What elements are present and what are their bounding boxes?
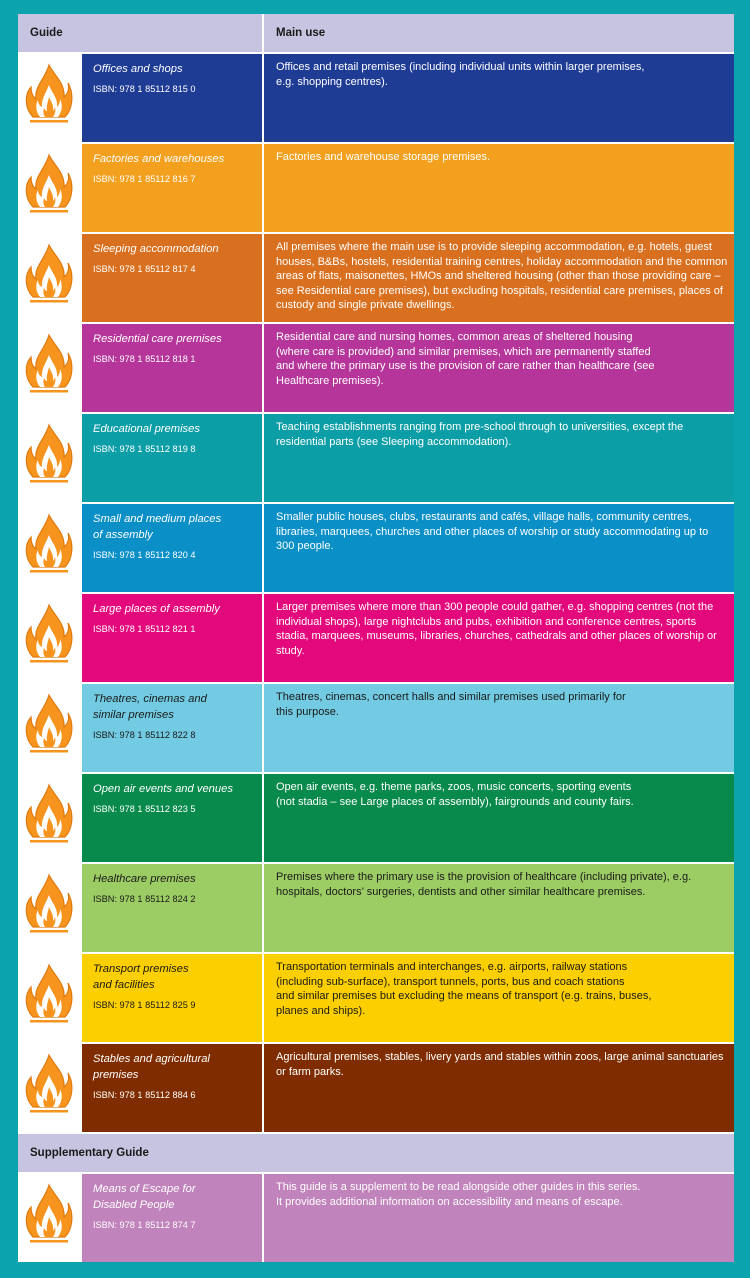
guide-row (18, 954, 734, 1042)
guide-cell (82, 774, 262, 862)
main-use-text: Open air events, e.g. theme parks, zoos, music concerts, sporting events (not stadia – see Large places of assembly), fairgrounds and county fairs. (276, 781, 634, 808)
isbn-label: ISBN: 978 1 85112 825 9 (93, 1000, 196, 1010)
guide-row (18, 234, 734, 322)
guide-row (18, 1044, 734, 1132)
guide-cell (82, 504, 262, 592)
guide-column-header (18, 14, 262, 52)
isbn-label: ISBN: 978 1 85112 817 4 (93, 264, 196, 274)
guide-cell (82, 144, 262, 232)
main-use-cell (264, 684, 734, 772)
main-use-cell (264, 54, 734, 142)
isbn-label: ISBN: 978 1 85112 824 2 (93, 894, 196, 904)
guide-title: Factories and warehouses (93, 153, 225, 165)
main-use-cell (264, 864, 734, 952)
flame-icon-box (18, 324, 80, 412)
isbn-label: ISBN: 978 1 85112 818 1 (93, 354, 196, 364)
isbn-label: ISBN: 978 1 85112 815 0 (93, 84, 196, 94)
flame-icon-box (18, 864, 80, 952)
guide-cell (82, 1044, 262, 1132)
isbn-label: ISBN: 978 1 85112 821 1 (93, 624, 196, 634)
main-use-text: Teaching establishments ranging from pre-school through to universities, except the residential parts (see Sleeping accommodation). (276, 421, 684, 448)
guide-title: Sleeping accommodation (93, 243, 219, 255)
flame-icon (25, 1053, 73, 1123)
isbn-label: ISBN: 978 1 85112 823 5 (93, 804, 196, 814)
isbn-label: ISBN: 978 1 85112 874 7 (93, 1220, 196, 1230)
main-use-cell (264, 774, 734, 862)
main-use-cell (264, 144, 734, 232)
flame-icon-box (18, 1174, 80, 1262)
flame-icon-box (18, 144, 80, 232)
main-use-text: Agricultural premises, stables, livery yards and stables within zoos, large animal sanctuaries or farm parks. (276, 1051, 724, 1078)
main-use-text: Larger premises where more than 300 people could gather, e.g. shopping centres (not the individual shops), large nightclubs and pubs, exhibition and conference centres, sports stadia, marquees, museums, libraries, churches, cathedrals and other places of worship or study. (276, 601, 717, 657)
guide-title: Large places of assembly (93, 603, 220, 615)
flame-icon (25, 693, 73, 763)
flame-icon-box (18, 1044, 80, 1132)
main-use-text: Theatres, cinemas, concert halls and similar premises used primarily for this purpose. (276, 691, 626, 718)
guide-cell (82, 324, 262, 412)
flame-icon (25, 783, 73, 853)
main-use-cell (264, 324, 734, 412)
main-use-text: Premises where the primary use is the provision of healthcare (including private), e.g. hospitals, doctors’ surgeries, dentists and other similar healthcare premises. (276, 871, 692, 898)
guide-title: Transport premises and facilities (93, 963, 189, 991)
guide-title: Open air events and venues (93, 783, 233, 795)
guide-cell (82, 1174, 262, 1262)
guide-row (18, 684, 734, 772)
main-use-cell (264, 504, 734, 592)
flame-icon-box (18, 504, 80, 592)
main-use-text: Smaller public houses, clubs, restaurants and cafés, village halls, community centres, libraries, marquees, churches and other places of worship or study accommodating up to 300 people. (276, 511, 709, 552)
guide-title: Small and medium places of assembly (93, 513, 222, 541)
flame-icon-box (18, 54, 80, 142)
flame-icon (25, 603, 73, 673)
guide-cell (82, 864, 262, 952)
guide-cell (82, 414, 262, 502)
guide-row (18, 324, 734, 412)
guide-title: Stables and agricultural premises (93, 1053, 210, 1081)
main-use-column-header (264, 14, 734, 52)
main-use-text: This guide is a supplement to be read alongside other guides in this series. It provides additional information on accessibility and means of escape. (276, 1181, 641, 1208)
guides-table (18, 14, 734, 1262)
flame-icon-box (18, 414, 80, 502)
guide-row (18, 144, 734, 232)
guide-row (18, 594, 734, 682)
flame-icon (25, 513, 73, 583)
guide-row (18, 54, 734, 142)
flame-icon (25, 243, 73, 313)
guide-title: Residential care premises (93, 333, 222, 345)
main-use-text: Factories and warehouse storage premises. (276, 151, 490, 163)
main-use-cell (264, 1044, 734, 1132)
supplementary-header-label: Supplementary Guide (30, 1147, 149, 1159)
isbn-label: ISBN: 978 1 85112 884 6 (93, 1090, 196, 1100)
guide-title: Healthcare premises (93, 873, 196, 885)
guide-header-label: Guide (30, 27, 63, 39)
flame-icon-box (18, 234, 80, 322)
guide-cell (82, 594, 262, 682)
main-use-cell (264, 954, 734, 1042)
main-use-cell (264, 1174, 734, 1262)
guide-cell (82, 954, 262, 1042)
isbn-label: ISBN: 978 1 85112 822 8 (93, 730, 196, 740)
main-use-text: All premises where the main use is to provide sleeping accommodation, e.g. hotels, guest houses, B&Bs, hostels, residential training centres, holiday accommodation and the common areas of flats, maisonettes, HMOs and sheltered housing (other than those providing care – see Residential care premises), but excluding hospitals, residential care premises, places of custody and single private dwellings. (276, 241, 728, 311)
guide-cell (82, 234, 262, 322)
guide-row (18, 864, 734, 952)
supplementary-guide-header (18, 1134, 734, 1172)
main-use-text: Offices and retail premises (including individual units within larger premises, e.g. shopping centres). (276, 61, 645, 88)
guide-row (18, 774, 734, 862)
guide-title: Offices and shops (93, 63, 183, 75)
flame-icon (25, 153, 73, 223)
flame-icon (25, 63, 73, 133)
flame-icon-box (18, 684, 80, 772)
guide-title: Means of Escape for Disabled People (93, 1183, 196, 1211)
main-use-cell (264, 414, 734, 502)
guide-cell (82, 684, 262, 772)
flame-icon (25, 423, 73, 493)
isbn-label: ISBN: 978 1 85112 816 7 (93, 174, 196, 184)
guide-row (18, 1174, 734, 1262)
main-use-cell (264, 594, 734, 682)
flame-icon-box (18, 774, 80, 862)
main-use-text: Residential care and nursing homes, common areas of sheltered housing (where care is provided) and similar premises, which are permanently staffed and where the primary use is the provision of care rather than healthcare (see Healthcare premises). (276, 331, 655, 387)
isbn-label: ISBN: 978 1 85112 820 4 (93, 550, 196, 560)
isbn-label: ISBN: 978 1 85112 819 8 (93, 444, 196, 454)
flame-icon (25, 1183, 73, 1253)
main-use-text: Transportation terminals and interchanges, e.g. airports, railway stations (including sub-surface), transport tunnels, ports, bus and coach stations and similar premises but excluding the means of transport (e.g. trains, buses, planes and ships). (276, 961, 652, 1017)
guide-cell (82, 54, 262, 142)
main-use-header-label: Main use (276, 27, 326, 39)
flame-icon-box (18, 954, 80, 1042)
guide-row (18, 504, 734, 592)
flame-icon-box (18, 594, 80, 682)
flame-icon (25, 963, 73, 1033)
flame-icon (25, 333, 73, 403)
guide-title: Educational premises (93, 423, 200, 435)
main-use-cell (264, 234, 734, 322)
guide-title: Theatres, cinemas and similar premises (93, 693, 207, 721)
flame-icon (25, 873, 73, 943)
guide-row (18, 414, 734, 502)
